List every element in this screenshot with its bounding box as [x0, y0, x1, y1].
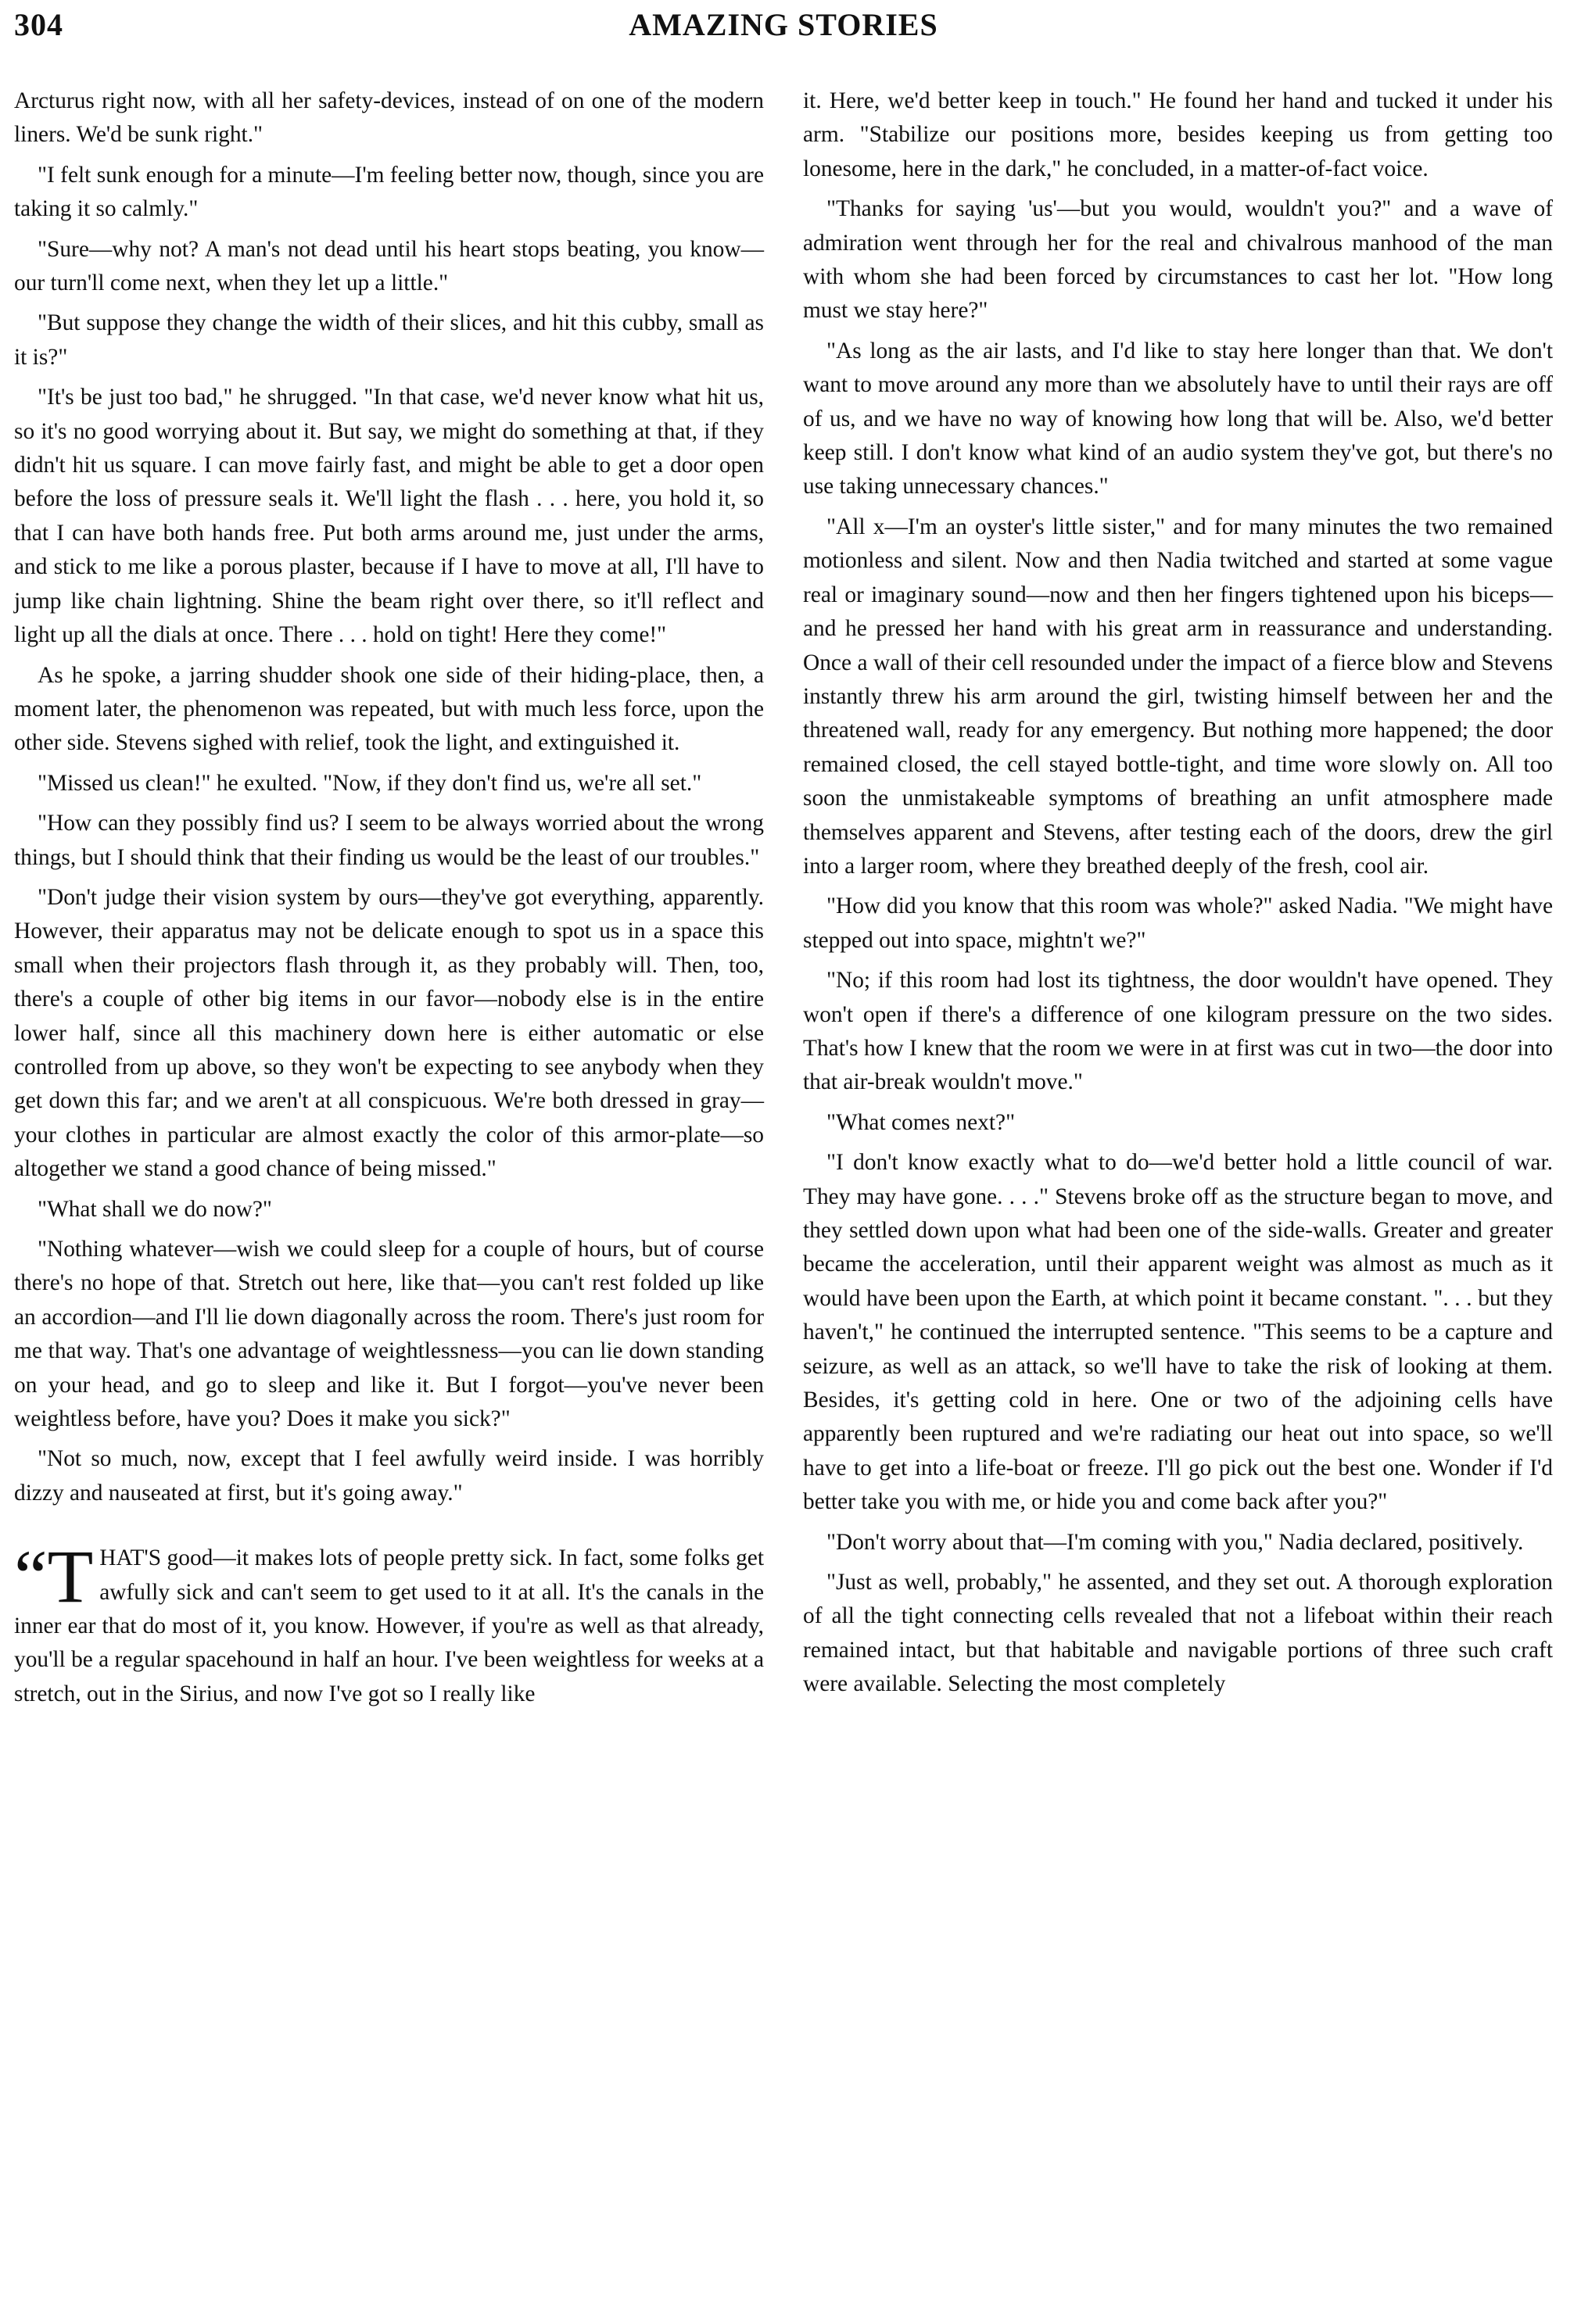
paragraph: "Nothing whatever—wish we could sleep for a couple of hours, but of course there's no hope of that. Stretch out here, like that—you can't rest folded up like an accordion—and I'll lie down diagonally across the room. There's just room for me that way. That's one advantage of weightlessness—you can lie down standing on your head, and go to sleep and like it. But I forgot—you've never been weightless before, have you? Does it make you sick?": [14, 1237, 764, 1432]
drop-cap-quote: “: [14, 1534, 48, 1619]
drop-cap-paragraph: [14, 1534, 764, 1711]
paragraph: "How did you know that this room was whole?" asked Nadia. "We might have stepped out into space, mightn't we?": [803, 893, 1553, 953]
paragraph: it. Here, we'd better keep in touch." He found her hand and tucked it under his arm. "Stabilize our positions more, besides keeping us from getting too lonesome, here in the dark," he concluded, in a matter-of-fact voice.: [803, 88, 1553, 181]
paragraph: "All x—I'm an oyster's little sister," and for many minutes the two remained motionless and silent. Now and then Nadia twitched and started at some vague real or imaginary sound—now and then her fingers tightened upon his biceps—and he pressed her hand with his great arm in reassurance and understanding. Once a wall of their cell resounded under the impact of a fierce blow and Stevens instantly threw his arm around the girl, twisting himself between her and the threatened wall, ready for any emergency. But nothing more happened; the door remained closed, the cell stayed bottle-tight, and time wore slowly on. All too soon the unmistakeable symptoms of breathing an unfit atmosphere made themselves apparent and Stevens, after testing each of the doors, drew the girl into a larger room, where they breathed deeply of the fresh, cool air.: [803, 514, 1553, 879]
paragraph: "Just as well, probably," he assented, and they set out. A thorough exploration of all the tight connecting cells revealed that not a lifeboat within their reach remained intact, but that habitable and navigable portions of three such craft were available. Selecting the most completely: [803, 1570, 1553, 1697]
paragraph: "Sure—why not? A man's not dead until his heart stops beating, you know—our turn'll come next, when they let up a little.": [14, 236, 764, 296]
paragraph: "Not so much, now, except that I feel awfully weird inside. I was horribly dizzy and nauseated at first, but it's going away.": [14, 1446, 764, 1506]
paragraph: "As long as the air lasts, and I'd like to stay here longer than that. We don't want to move around any more than we absolutely have to until their rays are off of us, and we have no way of knowing how long that will be. Also, we'd better keep still. I don't know what kind of an audio system they've got, but there's no use taking unnecessary chances.": [803, 338, 1553, 500]
paragraph: Arcturus right now, with all her safety-devices, instead of on one of the modern liners. We'd be sunk right.": [14, 88, 764, 148]
paragraph: "What shall we do now?": [38, 1196, 272, 1222]
paragraph: "How can they possibly find us? I seem to be always worried about the wrong things, but I should think that their finding us would be the least of our troubles.": [14, 811, 764, 870]
paragraph: "Don't worry about that—I'm coming with you," Nadia declared, positively.: [826, 1529, 1524, 1555]
paragraph: "I felt sunk enough for a minute—I'm feeling better now, though, since you are taking it so calmly.": [14, 162, 764, 222]
paragraph: "Missed us clean!" he exulted. "Now, if they don't find us, we're all set.": [38, 770, 702, 796]
paragraph: "But suppose they change the width of their slices, and hit this cubby, small as it is?": [14, 310, 764, 370]
right-column: [803, 84, 1553, 1717]
paragraph: "No; if this room had lost its tightness, the door wouldn't have opened. They won't open if there's a difference of one kilogram pressure on the two sides. That's how I knew that the room we were in at first was cut in two—the door into that air-break wouldn't move.": [803, 968, 1553, 1095]
paragraph: "Don't judge their vision system by ours—they've got everything, apparently. However, their apparatus may not be delicate enough to spot us in a space this small when their projectors flash through it, as they probably will. Then, too, there's a couple of other big items in our favor—nobody else is in the entire lower half, since all this machinery down here is either automatic or else controlled from up above, so they won't be expecting to see anybody when they get down this far; and we aren't at all conspicuous. We're both dressed in gray—your clothes in particular are almost exactly the color of this armor-plate—so altogether we stand a good chance of being missed.": [14, 884, 764, 1182]
page-number: 304: [14, 7, 63, 42]
drop-cap-initial: T: [47, 1534, 94, 1619]
drop-cap-text: HAT'S good—it makes lots of people pretty sick. In fact, some folks get awfully sick and can't seem to get used to it at all. It's the canals in the inner ear that do most of it, you know. However, if you're as well as that already, you'll be a regular spacehound in half an hour. I've been weightless for weeks at a stretch, out in the Sirius, and now I've got so I really like: [14, 1545, 764, 1706]
text-columns: [14, 84, 1553, 1717]
paragraph: As he spoke, a jarring shudder shook one side of their hiding-place, then, a moment later, the phenomenon was repeated, but with much less force, upon the other side. Stevens sighed with relief, took the light, and extinguished it.: [14, 662, 764, 756]
paragraph: "Thanks for saying 'us'—but you would, wouldn't you?" and a wave of admiration went through her for the real and chivalrous manhood of the man with whom she had been forced by circumstances to cast her lot. "How long must we stay here?": [803, 196, 1553, 324]
paragraph: "It's be just too bad," he shrugged. "In that case, we'd never know what hit us, so it's no good worrying about it. But say, we might do something at that, if they didn't hit us square. I can move fairly fast, and might be able to get a door open before the loss of pressure seals it. We'll light the flash . . . here, you hold it, so that I can have both hands free. Put both arms around me, just under the arms, and stick to me like a porous plaster, because if I have to move at all, I'll have to jump like chain lightning. Shine the beam right over there, so it'll reflect and light up all the dials at once. There . . . hold on tight! Here they come!": [14, 385, 764, 648]
page-header: [14, 0, 1553, 47]
paragraph: "I don't know exactly what to do—we'd better hold a little council of war. They may have gone. . . ." Stevens broke off as the structure began to move, and they settled down upon what had been one of the side-walls. Greater and greater became the acceleration, until their apparent weight was almost as much as it would have been upon the Earth, at which point it became constant. ". . . but they haven't," he continued the interrupted sentence. "This seems to be a capture and seizure, as well as an attack, so we'll have to take the risk of looking at them. Besides, it's getting cold in here. One or two of the adjoining cells have apparently been ruptured and we're radiating our heat out into space, so we'll have to get into a life-boat or freeze. I'll go pick out the best one. Wonder if I'd better take you with me, or hide you and come back after you?": [803, 1150, 1553, 1515]
left-column: [14, 84, 764, 1717]
paragraph: "What comes next?": [826, 1109, 1016, 1135]
magazine-title: AMAZING STORIES: [629, 7, 938, 42]
drop-cap: [14, 1534, 99, 1619]
